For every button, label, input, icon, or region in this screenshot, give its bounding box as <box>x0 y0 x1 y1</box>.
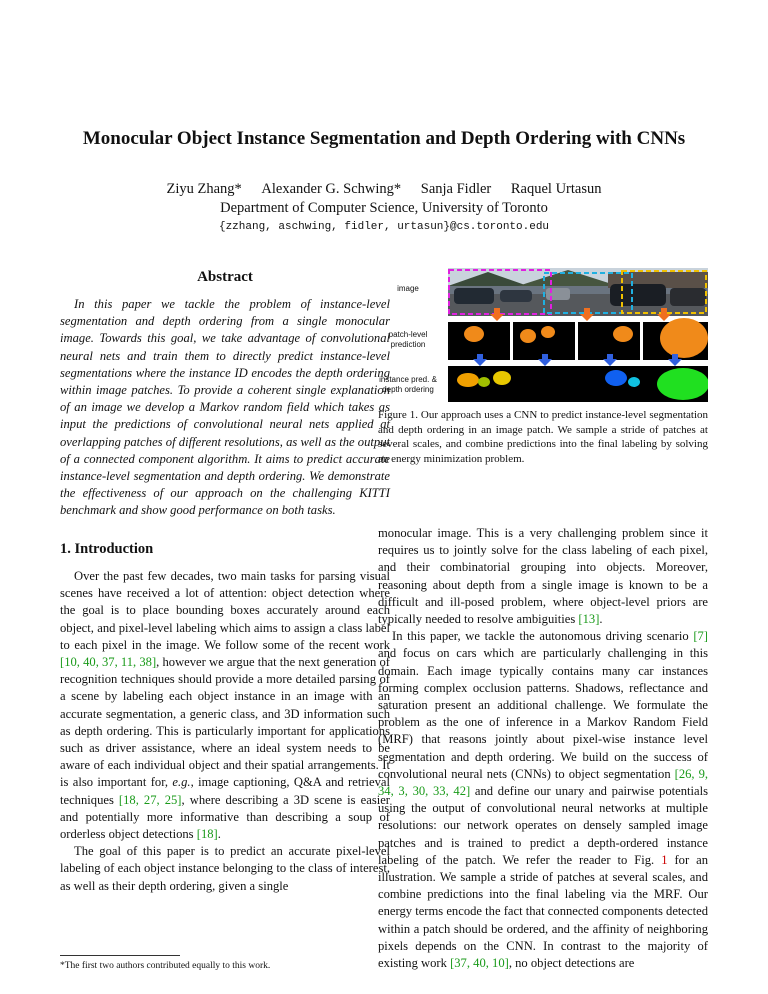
figure-1-graphic <box>378 264 708 404</box>
figure-label-instance: instance pred. & depth ordering <box>379 375 437 394</box>
author-emails: {zzhang, aschwing, fidler, urtasun}@cs.toronto.edu <box>218 221 550 233</box>
abstract-heading: Abstract <box>197 269 253 285</box>
section-heading-introduction: 1. Introduction <box>60 541 154 557</box>
citation-link[interactable]: [18, 27, 25] <box>118 792 182 807</box>
figure-1 <box>378 264 708 404</box>
intro-paragraph-2: The goal of this paper is to predict an accurate pixel-level labeling of each object instance belonging to the class of interest, as well as their depth ordering, given a single <box>60 844 390 893</box>
right-paragraph-1: monocular image. This is a very challenging problem since it requires us to jointly solve for the class labeling of each pixel, and their combinatorial grouping into objects. Moreover, reasoning about depth from a single image is known to be a difficult and ill-posed problem, where object-level priors are typically needed to resolve ambiguities [13]. <box>378 526 708 627</box>
right-paragraph-2: In this paper, we tackle the autonomous driving scenario [7] and focus on cars which are particularly challenging in this domain. Each image typically contains many car instances forming complex occlusion patterns. Shadows, reflectance and saturation present an additional challenge. We formulate the problem as the one of inference in a Markov Random Field (MRF) that reasons jointly about pixel-wise instance level segmentation and depth ordering. We build on the success of convolutional neural nets (CNNs) to object segmentation [26, 9, 34, 3, 30, 33, 42] and define our unary and pairwise potentials using the output of convolutional neural networks at multiple resolutions: our network operates on densely sampled image patches and is trained to predict a depth-ordered instance labeling of the patch. We refer the reader to Fig. 1 for an illustration. We sample a stride of patches at several scales, and combine predictions into the final labeling via the MRF. Our energy terms encode the fact that connected components detected within a patch should be ordered, and the affinity of neighboring pixels depends on the CNN. In contrast to the majority of existing work [37, 40, 10], no object detections are <box>378 629 709 971</box>
citation-link[interactable]: [13] <box>578 612 600 627</box>
citation-link[interactable]: [37, 40, 10] <box>450 956 509 971</box>
intro-paragraph-1: Over the past few decades, two main tasks for parsing visual scenes have received a lot of attention: object detection where the goal is to place bounding boxes accurately around each object, and pixel-level labeling which aims to assign a class label to each pixel in the image. We follow some of the recent work [10, 40, 37, 11, 38], however we argue that the next generation of recognition techniques should provide a more detailed parsing of a scene by labeling each object instance in an image with an accurate segmentation, a generic class, and 3D information such as depth ordering. This is particularly important for applications such as driver assistance, where an ideal system needs to be aware of each individual object and their spatial arrangements. It is also important for, e.g., image captioning, Q&A and retrieval techniques [18, 27, 25], where describing a 3D scene is easier and potentially more informative than describing a soup of orderless object detections [18]. <box>60 569 391 842</box>
patch-predictions <box>448 318 708 360</box>
intro-right-column <box>378 525 708 972</box>
citation-link[interactable]: [18] <box>196 827 218 842</box>
citation-link[interactable]: [10, 40, 37, 11, 38] <box>60 655 157 670</box>
abstract-text: In this paper we tackle the problem of instance-level segmentation and depth ordering from a single monocular image. Towards this goal, we take advantage of convolutional neural nets and train them to directly predict instance-level segmentations where the instance ID encodes the depth ordering within image patches. To provide a coherent single explanation of an image we develop a Markov random field which takes as input the predictions of convolutional neural nets applied at overlapping patches of different resolutions, as well as the output of a connected component algorithm. It aims to predict accurate instance-level segmentation and depth ordering. We demonstrate the effectiveness of our approach on the challenging KITTI benchmark and show good performance on both tasks. <box>60 297 390 518</box>
street-photo <box>448 268 708 316</box>
instance-predictions <box>448 366 708 402</box>
author: Alexander G. Schwing* <box>261 181 402 197</box>
author-list <box>0 181 768 198</box>
author: Raquel Urtasun <box>510 181 602 197</box>
citation-link[interactable]: [26, 9, 34, 3, 30, 33, 42] <box>378 766 709 799</box>
figure-label-image: image <box>397 284 419 293</box>
abstract-body <box>60 296 390 520</box>
figure-label-patch: patch-level prediction <box>388 330 428 349</box>
footnote-rule <box>60 955 180 956</box>
affiliation: Department of Computer Science, University of Toronto <box>220 200 548 216</box>
author: Ziyu Zhang* <box>166 181 242 197</box>
figure-ref-link[interactable]: 1 <box>661 852 668 867</box>
citation-link[interactable]: [7] <box>693 629 708 644</box>
figure-1-caption: Figure 1. Our approach uses a CNN to predict instance-level segmentation and depth ordering in an image patch. We sample a stride of patches at several scales, and combine predictions into the final labeling by solving an energy minimization problem. <box>378 409 708 465</box>
footnote: *The first two authors contributed equally to this work. <box>60 961 271 971</box>
intro-left-column <box>60 568 390 895</box>
paper-title: Monocular Object Instance Segmentation and Depth Ordering with CNNs <box>82 128 686 149</box>
author: Sanja Fidler <box>420 181 492 197</box>
